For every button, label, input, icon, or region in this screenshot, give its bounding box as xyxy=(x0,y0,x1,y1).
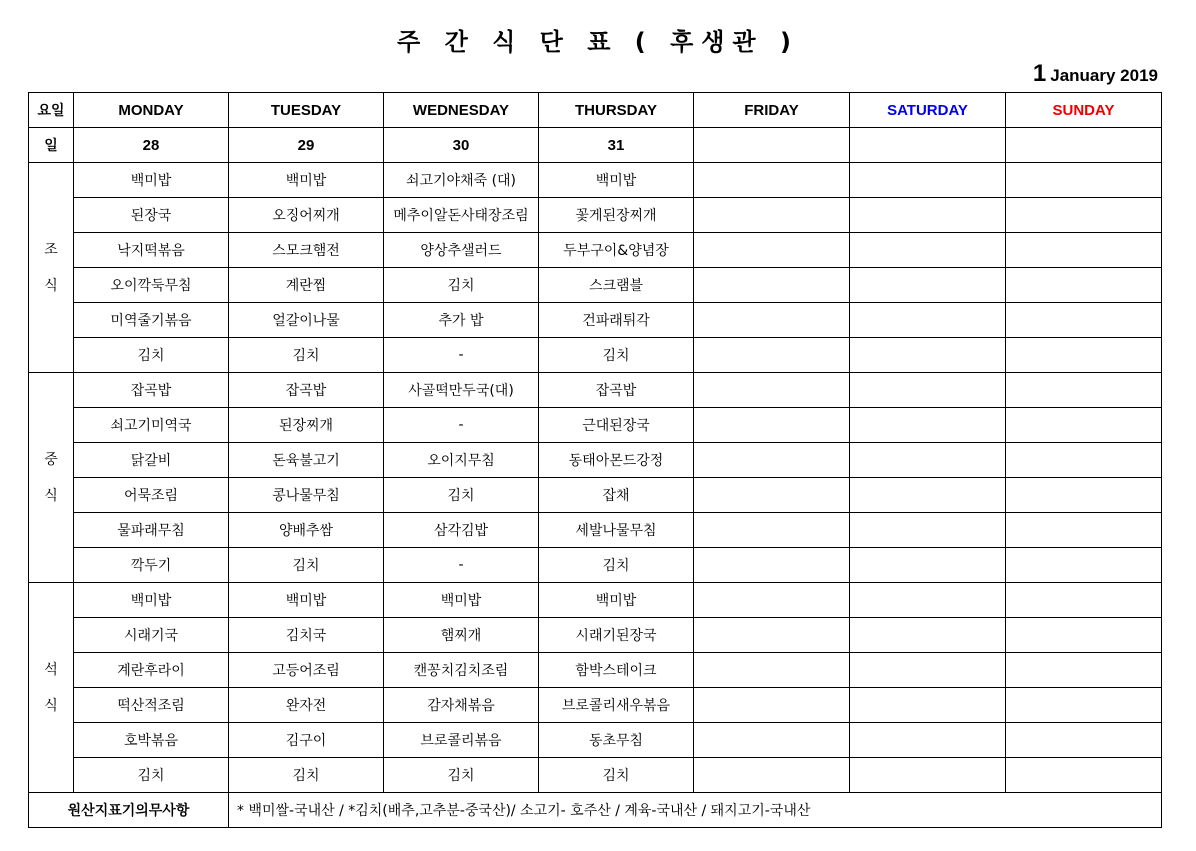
meal-row xyxy=(29,723,1162,758)
meal-label xyxy=(29,163,74,373)
menu-item: 김치 xyxy=(539,338,694,373)
date-month-year: January 2019 xyxy=(1050,66,1158,85)
menu-item: 두부구이&양념장 xyxy=(539,233,694,268)
meal-row xyxy=(29,758,1162,793)
menu-item xyxy=(1006,163,1162,198)
meal-label-top: 조 xyxy=(44,241,58,258)
menu-item: 양상추샐러드 xyxy=(384,233,539,268)
menu-item xyxy=(850,513,1006,548)
menu-item: 김치국 xyxy=(229,618,384,653)
menu-item: 완자전 xyxy=(229,688,384,723)
day-sunday: SUNDAY xyxy=(1006,93,1162,128)
menu-item: 햄찌개 xyxy=(384,618,539,653)
menu-item xyxy=(850,408,1006,443)
menu-item: 삼각김밥 xyxy=(384,513,539,548)
date-cell: 28 xyxy=(74,128,229,163)
menu-item: 돈육불고기 xyxy=(229,443,384,478)
menu-item: 낙지떡볶음 xyxy=(74,233,229,268)
day-saturday: SATURDAY xyxy=(850,93,1006,128)
menu-item xyxy=(694,583,850,618)
menu-item: 얼갈이나물 xyxy=(229,303,384,338)
menu-item: 된장국 xyxy=(74,198,229,233)
meal-label-bottom: 식 xyxy=(44,277,58,294)
menu-item xyxy=(694,478,850,513)
menu-item: 브로콜리볶음 xyxy=(384,723,539,758)
menu-item: 계란찜 xyxy=(229,268,384,303)
menu-item xyxy=(850,618,1006,653)
meal-row xyxy=(29,443,1162,478)
menu-item xyxy=(850,758,1006,793)
day-monday: MONDAY xyxy=(74,93,229,128)
menu-item xyxy=(694,198,850,233)
menu-item: 잡곡밥 xyxy=(229,373,384,408)
menu-item: 백미밥 xyxy=(74,583,229,618)
menu-item xyxy=(1006,618,1162,653)
menu-item: 추가 밥 xyxy=(384,303,539,338)
menu-item: 잡곡밥 xyxy=(539,373,694,408)
menu-item: 백미밥 xyxy=(229,163,384,198)
menu-item xyxy=(694,303,850,338)
menu-item xyxy=(694,513,850,548)
menu-item: 세발나물무침 xyxy=(539,513,694,548)
menu-item: 호박볶음 xyxy=(74,723,229,758)
menu-item: 김치 xyxy=(384,478,539,513)
day-wednesday: WEDNESDAY xyxy=(384,93,539,128)
menu-item: - xyxy=(384,408,539,443)
meal-row xyxy=(29,373,1162,408)
menu-item xyxy=(1006,268,1162,303)
menu-item: 오이지무침 xyxy=(384,443,539,478)
menu-item: 계란후라이 xyxy=(74,653,229,688)
date-cell: 30 xyxy=(384,128,539,163)
meal-label-top: 중 xyxy=(44,451,58,468)
menu-item xyxy=(694,373,850,408)
menu-item: 김치 xyxy=(74,338,229,373)
menu-item xyxy=(694,653,850,688)
date-cell: 31 xyxy=(539,128,694,163)
menu-item: 떡산적조림 xyxy=(74,688,229,723)
menu-item xyxy=(850,688,1006,723)
menu-item: 스크램블 xyxy=(539,268,694,303)
meal-row xyxy=(29,198,1162,233)
menu-item: 김치 xyxy=(229,548,384,583)
meal-row xyxy=(29,268,1162,303)
menu-item: 건파래튀각 xyxy=(539,303,694,338)
menu-item xyxy=(694,688,850,723)
menu-item xyxy=(850,163,1006,198)
menu-item xyxy=(1006,338,1162,373)
menu-item: 김치 xyxy=(229,758,384,793)
menu-item xyxy=(694,723,850,758)
menu-item xyxy=(1006,478,1162,513)
menu-item: 오이깍둑무침 xyxy=(74,268,229,303)
menu-item: 콩나물무침 xyxy=(229,478,384,513)
menu-item: 닭갈비 xyxy=(74,443,229,478)
menu-item: 오징어찌개 xyxy=(229,198,384,233)
date-day: 1 xyxy=(1032,60,1047,87)
menu-item: 감자채볶음 xyxy=(384,688,539,723)
menu-item xyxy=(850,303,1006,338)
menu-item: 백미밥 xyxy=(539,583,694,618)
menu-item xyxy=(694,548,850,583)
menu-item xyxy=(694,338,850,373)
meal-row xyxy=(29,338,1162,373)
day-friday: FRIDAY xyxy=(694,93,850,128)
menu-item: 된장찌개 xyxy=(229,408,384,443)
meal-row xyxy=(29,548,1162,583)
menu-item xyxy=(850,198,1006,233)
menu-item xyxy=(694,443,850,478)
menu-item: 동초무침 xyxy=(539,723,694,758)
menu-item: 깍두기 xyxy=(74,548,229,583)
menu-item: 쇠고기미역국 xyxy=(74,408,229,443)
menu-item: 백미밥 xyxy=(384,583,539,618)
menu-item: 쇠고기야채죽 (대) xyxy=(384,163,539,198)
menu-item: 김치 xyxy=(229,338,384,373)
menu-item: 시래기국 xyxy=(74,618,229,653)
meal-row xyxy=(29,303,1162,338)
menu-item: 김치 xyxy=(384,268,539,303)
menu-item xyxy=(694,163,850,198)
menu-item xyxy=(1006,303,1162,338)
menu-item xyxy=(850,268,1006,303)
menu-item xyxy=(1006,653,1162,688)
weekday-header-row xyxy=(29,93,1162,128)
menu-item xyxy=(1006,583,1162,618)
menu-item: 잡채 xyxy=(539,478,694,513)
meal-row xyxy=(29,653,1162,688)
meal-row xyxy=(29,513,1162,548)
menu-item xyxy=(850,583,1006,618)
menu-item: 캔꽁치김치조림 xyxy=(384,653,539,688)
menu-item: 미역줄기볶음 xyxy=(74,303,229,338)
menu-item xyxy=(1006,723,1162,758)
menu-item: 동태아몬드강정 xyxy=(539,443,694,478)
menu-item xyxy=(1006,198,1162,233)
menu-item: - xyxy=(384,338,539,373)
menu-item xyxy=(1006,373,1162,408)
meal-label xyxy=(29,373,74,583)
menu-item xyxy=(1006,233,1162,268)
menu-item xyxy=(850,548,1006,583)
menu-item: 양배추쌈 xyxy=(229,513,384,548)
menu-item xyxy=(850,373,1006,408)
meal-row xyxy=(29,408,1162,443)
day-tuesday: TUESDAY xyxy=(229,93,384,128)
menu-item xyxy=(694,408,850,443)
menu-item xyxy=(850,338,1006,373)
menu-item xyxy=(694,618,850,653)
menu-item xyxy=(850,653,1006,688)
meal-label xyxy=(29,583,74,793)
day-thursday: THURSDAY xyxy=(539,93,694,128)
meal-label-bottom: 식 xyxy=(44,487,58,504)
menu-item: 사골떡만두국(대) xyxy=(384,373,539,408)
weekly-menu-table xyxy=(28,92,1162,828)
meal-row xyxy=(29,688,1162,723)
menu-item: 백미밥 xyxy=(74,163,229,198)
menu-item: 김구이 xyxy=(229,723,384,758)
menu-item: 백미밥 xyxy=(539,163,694,198)
menu-item: 잡곡밥 xyxy=(74,373,229,408)
menu-item: 어묵조림 xyxy=(74,478,229,513)
date-row xyxy=(29,128,1162,163)
meal-row xyxy=(29,618,1162,653)
menu-item: 꽃게된장찌개 xyxy=(539,198,694,233)
menu-item: 브로콜리새우볶음 xyxy=(539,688,694,723)
meal-label-top: 석 xyxy=(44,661,58,678)
menu-item: 스모크햄전 xyxy=(229,233,384,268)
menu-item xyxy=(1006,408,1162,443)
menu-item xyxy=(1006,548,1162,583)
date-cell: 29 xyxy=(229,128,384,163)
menu-item: 함박스테이크 xyxy=(539,653,694,688)
page-title: 주 간 식 단 표 ( 후생관 ) xyxy=(397,28,799,56)
menu-item: 김치 xyxy=(539,758,694,793)
menu-item: 고등어조림 xyxy=(229,653,384,688)
date-label: 일 xyxy=(29,128,74,163)
weekday-label: 요일 xyxy=(29,93,74,128)
date-cell xyxy=(1006,128,1162,163)
meal-row xyxy=(29,233,1162,268)
menu-item xyxy=(850,233,1006,268)
menu-item: 김치 xyxy=(384,758,539,793)
menu-item xyxy=(1006,758,1162,793)
date-cell xyxy=(850,128,1006,163)
menu-item xyxy=(850,478,1006,513)
meal-label-bottom: 식 xyxy=(44,697,58,714)
footer-row xyxy=(29,793,1162,828)
menu-item: 근대된장국 xyxy=(539,408,694,443)
origin-label: 원산지표기의무사항 xyxy=(29,793,229,828)
menu-item xyxy=(1006,513,1162,548)
meal-row xyxy=(29,583,1162,618)
menu-item xyxy=(694,758,850,793)
menu-date xyxy=(1033,60,1158,88)
menu-item: 김치 xyxy=(74,758,229,793)
menu-item: 김치 xyxy=(539,548,694,583)
meal-row xyxy=(29,478,1162,513)
menu-item xyxy=(1006,443,1162,478)
menu-item: 물파래무침 xyxy=(74,513,229,548)
menu-item: 메추이알돈사태장조림 xyxy=(384,198,539,233)
menu-item xyxy=(694,268,850,303)
menu-item: 시래기된장국 xyxy=(539,618,694,653)
menu-item: 백미밥 xyxy=(229,583,384,618)
date-cell xyxy=(694,128,850,163)
menu-item xyxy=(694,233,850,268)
origin-note: * 백미쌀-국내산 / *김치(배추,고추분-중국산)/ 소고기- 호주산 / 계육-국내산 / 돼지고기-국내산 xyxy=(229,793,1162,828)
meal-row xyxy=(29,163,1162,198)
menu-item xyxy=(850,723,1006,758)
menu-item xyxy=(850,443,1006,478)
menu-item xyxy=(1006,688,1162,723)
menu-item: - xyxy=(384,548,539,583)
